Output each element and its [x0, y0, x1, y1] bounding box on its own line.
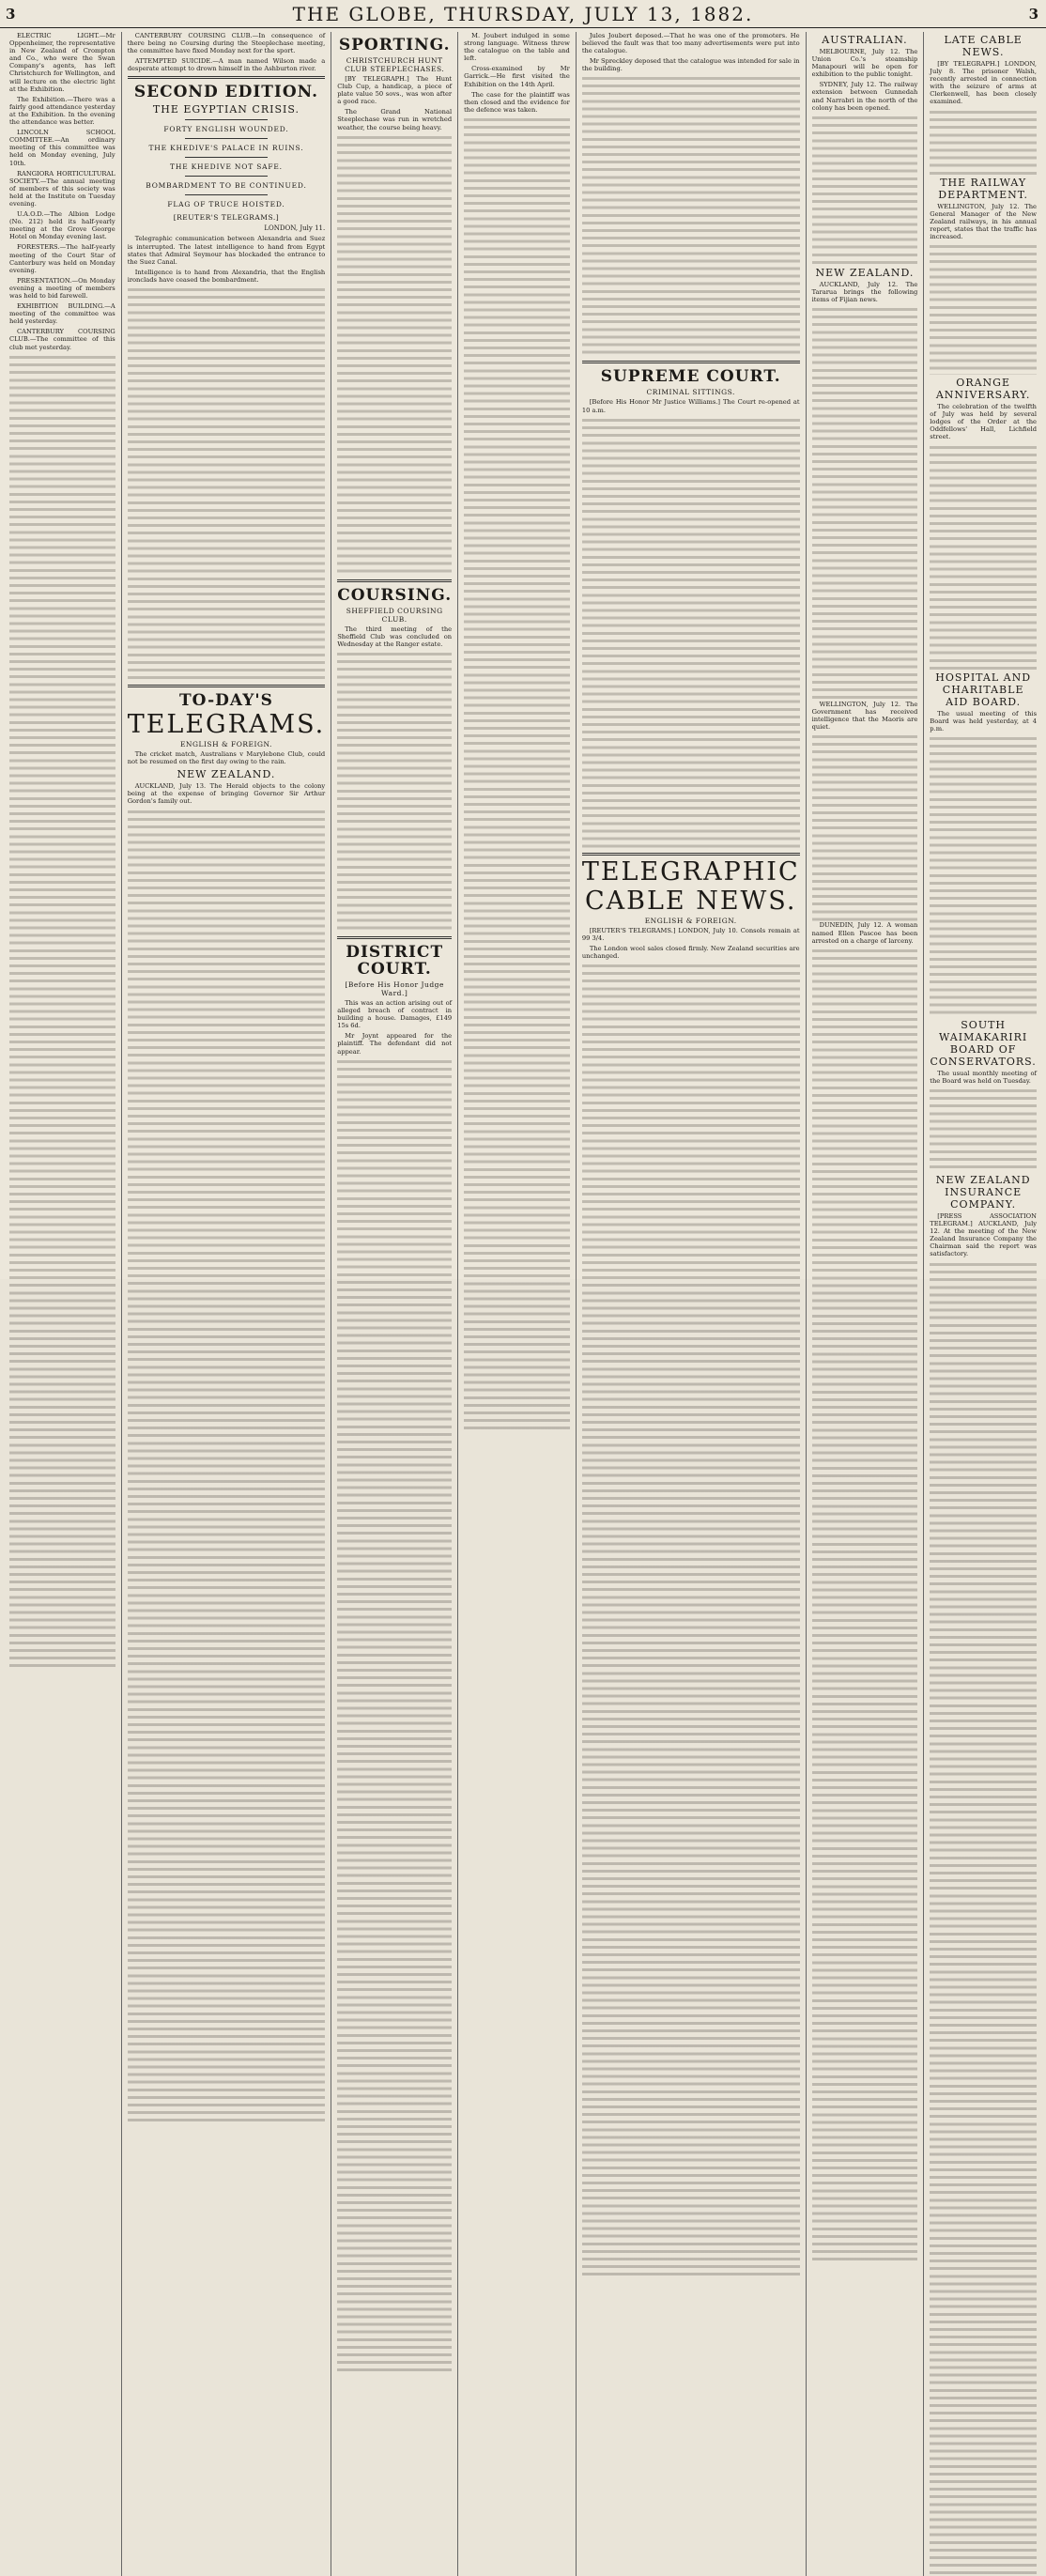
article-paragraph: The cricket match, Australians v Marylebone Club, could not be resumed on the first day owing to the rain. [127, 750, 326, 766]
new-zealand-heading: NEW ZEALAND. [815, 266, 915, 279]
article-paragraph: [Before His Honor Mr Justice Williams.] The Court re-opened at 10 a.m. [581, 398, 800, 414]
nz-insurance-heading: NEW ZEALAND INSURANCE COMPANY. [935, 1173, 1031, 1211]
article-paragraph: Mr Spreckley deposed that the catalogue was intended for sale in the building. [581, 57, 800, 73]
second-edition-heading: SECOND EDITION. [133, 83, 319, 102]
masthead [0, 0, 1046, 28]
article-paragraph: DUNEDIN, July 12. A woman named Ellen Pascoe has been arrested on a charge of larceny. [811, 921, 918, 945]
article-paragraph: U.A.O.D.—The Albion Lodge (No. 212) held its half-yearly meeting at the Grove George Hotel on Monday evening last. [9, 210, 115, 241]
deck-line: BOMBARDMENT TO BE CONTINUED. [146, 181, 307, 191]
coursing-heading: COURSING. [337, 585, 453, 605]
text-continuation [464, 116, 570, 1431]
article-paragraph: AUCKLAND, July 12. The Tararua brings the following items of Fijian news. [811, 280, 918, 303]
column-2 [122, 32, 332, 2576]
cable-news-heading: CABLE NEWS. [584, 886, 797, 916]
egyptian-crisis-heading: THE EGYPTIAN CRISIS. [152, 103, 300, 116]
text-continuation [337, 651, 452, 933]
article-paragraph: M. Joubert indulged in some strong language. Witness threw the catalogue on the table and left. [464, 32, 570, 63]
column-5 [577, 32, 807, 2576]
text-continuation [582, 417, 800, 849]
page-number-right: 3 [1028, 6, 1038, 23]
article-paragraph: Intelligence is to hand from Alexandria, that the English ironclads have ceased the bombardment. [127, 268, 326, 284]
article-paragraph: The third meeting of the Sheffield Club was concluded on Wednesday at the Ranger estate. [337, 625, 453, 648]
telegrams-heading: TELEGRAMS. [127, 710, 326, 740]
article-paragraph: The Grand National Steeplechase was run in wretched weather, the course being heavy. [337, 108, 453, 131]
english-foreign-heading: ENGLISH & FOREIGN. [644, 916, 737, 925]
deck-line: THE KHEDIVE NOT SAFE. [170, 162, 283, 172]
text-continuation [930, 444, 1037, 670]
rule [185, 157, 268, 158]
article-paragraph: The Exhibition.—There was a fairly good attendance yesterday at the Exhibition. In the evening the attendance was better. [9, 95, 115, 127]
article-paragraph: [REUTER'S TELEGRAMS.] LONDON, July 10. Consols remain at 99 3/4. [581, 926, 800, 942]
section-divider [128, 685, 326, 687]
deck-line: FORTY ENGLISH WOUNDED. [163, 125, 289, 134]
text-continuation [812, 733, 918, 921]
article-paragraph: [PRESS ASSOCIATION TELEGRAM.] AUCKLAND, July 12. At the meeting of the New Zealand Insurance Company the Chairman said the report was satisfactory. [930, 1211, 1037, 1258]
new-zealand-heading: NEW ZEALAND. [177, 768, 276, 781]
text-continuation [930, 1087, 1037, 1172]
article-paragraph: Telegraphic communication between Alexandria and Suez is interrupted. The latest intelligence to hand from Egypt states that Admiral Seymour has blockaded the entrance to the Suez Canal. [127, 235, 326, 266]
article-paragraph: MELBOURNE, July 12. The Union Co.'s steamship Manapouri will be open for exhibition to the public tonight. [811, 48, 918, 79]
rule [185, 194, 268, 195]
columns [4, 32, 1042, 1273]
text-continuation [582, 963, 800, 2277]
newspaper-page [0, 0, 1046, 1279]
article-paragraph: The case for the plaintiff was then closed and the evidence for the defence was taken. [464, 90, 570, 114]
article-paragraph: WELLINGTON, July 12. The General Manager of the New Zealand railways, in his annual report, states that the traffic has increased. [930, 202, 1037, 240]
sporting-subheading: CHRISTCHURCH HUNT CLUB STEEPLECHASES. [345, 56, 445, 73]
article-paragraph: RANGIORA HORTICULTURAL SOCIETY.—The annual meeting of members of this society was held at the Institute on Tuesday evening. [9, 169, 115, 208]
article-paragraph: The London wool sales closed firmly. New Zealand securities are unchanged. [581, 944, 800, 960]
coursing-subheading: SHEFFIELD COURSING CLUB. [346, 606, 443, 624]
article-paragraph: Jules Joubert deposed.—That he was one of the promoters. He believed the fault was that too many advertisements were put into the catalogue. [581, 32, 800, 55]
article-paragraph: Mr Joynt appeared for the plaintiff. The defendant did not appear. [337, 1032, 453, 1056]
sporting-heading: SPORTING. [338, 36, 451, 54]
district-court-heading: DISTRICT COURT. [346, 942, 444, 979]
text-continuation [812, 115, 918, 265]
text-continuation [9, 354, 115, 1669]
south-waimakariri-heading: SOUTH WAIMAKARIRI BOARD OF CONSERVATORS. [930, 1018, 1037, 1068]
deck-line: FLAG OF TRUCE HOISTED. [167, 200, 285, 209]
article-paragraph: FORESTERS.—The half-yearly meeting of the Court Star of Canterbury was held on Monday evening. [9, 243, 115, 274]
rule [185, 119, 268, 120]
text-continuation [128, 286, 326, 681]
supreme-court-heading: SUPREME COURT. [600, 367, 781, 387]
australian-heading: AUSTRALIAN. [822, 34, 908, 46]
article-paragraph: The celebration of the twelfth of July was held by several lodges of the Order at the Oddfellows' Hall, Lichfield street. [930, 403, 1037, 441]
text-continuation [812, 306, 918, 701]
late-cable-heading: LATE CABLE NEWS. [944, 34, 1023, 58]
deck-line: THE KHEDIVE'S PALACE IN RUINS. [148, 144, 304, 153]
article-paragraph: [BY TELEGRAPH.] LONDON, July 8. The prisoner Walsh, recently arrested in connection with the seizure of arms at Clerkenwell, has been closely examined. [930, 60, 1037, 106]
to-days-heading: TO-DAY'S [179, 691, 273, 711]
text-continuation [337, 134, 452, 576]
orange-anniversary-heading: ORANGE ANNIVERSARY. [935, 377, 1031, 402]
text-continuation [930, 735, 1037, 1017]
text-continuation [930, 1261, 1037, 2576]
column-6 [807, 32, 925, 2576]
text-continuation [930, 109, 1037, 175]
article-paragraph: SYDNEY, July 12. The railway extension between Gunnedah and Narrabri in the north of the colony has been opened. [811, 81, 918, 112]
column-7 [924, 32, 1042, 2576]
article-paragraph: EXHIBITION BUILDING.—A meeting of the committee was held yesterday. [9, 302, 115, 326]
criminal-sittings-heading: CRIMINAL SITTINGS. [646, 388, 735, 397]
section-divider [582, 853, 800, 856]
section-divider [337, 579, 452, 582]
article-paragraph: WELLINGTON, July 12. The Government has received intelligence that the Maoris are quiet. [811, 701, 918, 732]
article-paragraph: ELECTRIC LIGHT.—Mr Oppenheimer, the representative in New Zealand of Crompton and Co., who were the Swan Company's agents, has left Christchurch for Wellington, and will lecture on the electric light at the Exhibition. [9, 32, 115, 93]
article-paragraph: The usual meeting of this Board was held yesterday, at 4 p.m. [930, 709, 1037, 733]
column-3 [331, 32, 458, 2576]
text-continuation [812, 948, 918, 2262]
newspaper-title: THE GLOBE, THURSDAY, JULY 13, 1882. [292, 3, 754, 25]
text-continuation [337, 1058, 452, 2373]
district-court-subheading: [Before His Honor Judge Ward.] [345, 979, 444, 997]
column-1 [4, 32, 122, 2576]
section-divider [128, 76, 326, 79]
section-divider [337, 936, 452, 939]
english-foreign-heading: ENGLISH & FOREIGN. [179, 740, 272, 749]
article-paragraph: Cross-examined by Mr Garrick.—He first visited the Exhibition on the 14th April. [464, 65, 570, 88]
article-paragraph: CANTERBURY COURSING CLUB.—In consequence of there being no Coursing during the Steeplechase meeting, the committee have fixed Monday next for the sport. [127, 32, 326, 55]
source-line: [REUTER'S TELEGRAMS.] [173, 213, 280, 223]
railway-heading: THE RAILWAY DEPARTMENT. [938, 176, 1029, 201]
article-paragraph: This was an action arising out of alleged breach of contract in building a house. Damages, £149 15s 6d. [337, 998, 453, 1030]
article-paragraph: PRESENTATION.—On Monday evening a meeting of members was held to bid farewell. [9, 276, 115, 300]
article-paragraph: ATTEMPTED SUICIDE.—A man named Wilson made a desperate attempt to drown himself in the Ashburton river. [127, 57, 326, 73]
dateline: LONDON, July 11. [264, 224, 326, 233]
rule [185, 138, 268, 139]
article-paragraph: The usual monthly meeting of the Board was held on Tuesday. [930, 1069, 1037, 1085]
hospital-board-heading: HOSPITAL AND CHARITABLE AID BOARD. [935, 671, 1032, 708]
rule [185, 176, 268, 177]
text-continuation [930, 243, 1037, 375]
article-paragraph: CANTERBURY COURSING CLUB.—The committee of this club met yesterday. [9, 328, 115, 351]
text-continuation [128, 809, 326, 2123]
page-number: 3 [6, 6, 16, 23]
article-paragraph: LINCOLN SCHOOL COMMITTEE.—An ordinary meeting of this committee was held on Monday evening, July 10th. [9, 129, 115, 167]
column-4 [458, 32, 577, 2576]
article-paragraph: [BY TELEGRAPH.] The Hunt Club Cup, a handicap, a piece of plate value 50 sovs., was won after a good race. [337, 75, 453, 106]
section-divider [582, 361, 800, 363]
telegraphic-heading: TELEGRAPHIC [581, 856, 800, 887]
article-paragraph: AUCKLAND, July 13. The Herald objects to the colony being at the expense of bringing Governor Sir Arthur Gordon's family out. [127, 782, 326, 806]
text-continuation [582, 75, 800, 357]
